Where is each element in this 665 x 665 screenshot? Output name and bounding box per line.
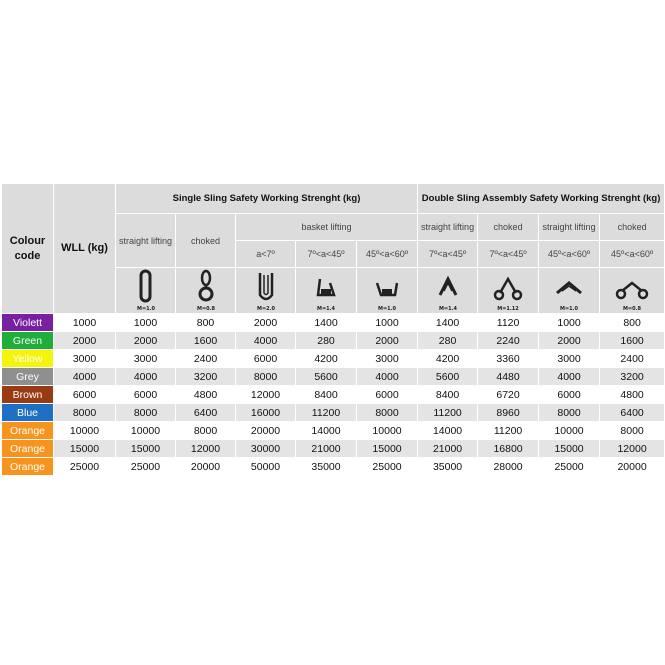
- value-cell: 1000: [54, 314, 116, 332]
- value-cell: 10000: [116, 422, 176, 440]
- single-choked-header: choked: [176, 214, 236, 268]
- value-cell: 4000: [54, 368, 116, 386]
- value-cell: 10000: [357, 422, 418, 440]
- basket-angle-lt7-header: a<7º: [236, 241, 296, 268]
- svg-text:M=1.0: M=1.0: [560, 305, 579, 312]
- table-row: [2, 332, 665, 350]
- double-straight-lifting-header: straight lifting: [418, 214, 478, 241]
- value-cell: 4000: [357, 368, 418, 386]
- value-cell: 14000: [418, 422, 478, 440]
- value-cell: 25000: [54, 458, 116, 476]
- colour-code-cell: Yellow: [2, 350, 54, 368]
- value-cell: 6000: [54, 386, 116, 404]
- choked-icon: [176, 268, 236, 314]
- value-cell: 6000: [116, 386, 176, 404]
- value-cell: 6400: [176, 404, 236, 422]
- svg-text:M=1.4: M=1.4: [316, 305, 336, 312]
- value-cell: 8960: [478, 404, 539, 422]
- value-cell: 2000: [539, 332, 600, 350]
- basket-vertical-icon: [236, 268, 296, 314]
- wll-header: WLL (kg): [54, 184, 116, 314]
- basket-angle-7-45-icon: [296, 268, 357, 314]
- value-cell: 4000: [539, 368, 600, 386]
- value-cell: 8000: [539, 404, 600, 422]
- value-cell: 1400: [418, 314, 478, 332]
- colour-code-cell: Blue: [2, 404, 54, 422]
- value-cell: 1000: [539, 314, 600, 332]
- double-choked-header-2: choked: [600, 214, 665, 241]
- svg-text:M=2.0: M=2.0: [256, 305, 275, 312]
- colour-code-cell: Brown: [2, 386, 54, 404]
- colour-code-cell: Orange: [2, 440, 54, 458]
- value-cell: 50000: [236, 458, 296, 476]
- value-cell: 2400: [600, 350, 665, 368]
- value-cell: 8000: [116, 404, 176, 422]
- svg-text:M=1.0: M=1.0: [136, 305, 155, 312]
- value-cell: 5600: [296, 368, 357, 386]
- value-cell: 1600: [600, 332, 665, 350]
- table-body: [2, 314, 665, 476]
- value-cell: 4800: [176, 386, 236, 404]
- value-cell: 4000: [236, 332, 296, 350]
- value-cell: 12000: [236, 386, 296, 404]
- value-cell: 14000: [296, 422, 357, 440]
- value-cell: 20000: [236, 422, 296, 440]
- value-cell: 28000: [478, 458, 539, 476]
- value-cell: 15000: [54, 440, 116, 458]
- value-cell: 800: [600, 314, 665, 332]
- value-cell: 6000: [539, 386, 600, 404]
- value-cell: 20000: [176, 458, 236, 476]
- value-cell: 280: [418, 332, 478, 350]
- value-cell: 21000: [418, 440, 478, 458]
- value-cell: 12000: [600, 440, 665, 458]
- value-cell: 35000: [296, 458, 357, 476]
- value-cell: 8000: [54, 404, 116, 422]
- value-cell: 25000: [539, 458, 600, 476]
- value-cell: 1400: [296, 314, 357, 332]
- value-cell: 2400: [176, 350, 236, 368]
- table-row: [2, 458, 665, 476]
- value-cell: 8400: [296, 386, 357, 404]
- value-cell: 10000: [539, 422, 600, 440]
- value-cell: 30000: [236, 440, 296, 458]
- value-cell: 1600: [176, 332, 236, 350]
- double-choked-header: choked: [478, 214, 539, 241]
- sling-capacity-table: [1, 183, 665, 476]
- value-cell: 15000: [539, 440, 600, 458]
- value-cell: 11200: [418, 404, 478, 422]
- value-cell: 6000: [357, 386, 418, 404]
- svg-text:M=0.8: M=0.8: [196, 305, 215, 312]
- table-row: [2, 368, 665, 386]
- value-cell: 6400: [600, 404, 665, 422]
- value-cell: 25000: [357, 458, 418, 476]
- single-straight-lifting-header: straight lifting: [116, 214, 176, 268]
- table-row: [2, 386, 665, 404]
- table-row: [2, 440, 665, 458]
- value-cell: 3200: [600, 368, 665, 386]
- straight-lifting-icon: [116, 268, 176, 314]
- value-cell: 3200: [176, 368, 236, 386]
- value-cell: 2000: [116, 332, 176, 350]
- basket-angle-45-60-icon: [357, 268, 418, 314]
- table-row: [2, 422, 665, 440]
- sling-capacity-table-wrapper: [1, 183, 664, 476]
- value-cell: 1120: [478, 314, 539, 332]
- value-cell: 11200: [478, 422, 539, 440]
- colour-code-cell: Violett: [2, 314, 54, 332]
- value-cell: 2000: [54, 332, 116, 350]
- value-cell: 35000: [418, 458, 478, 476]
- value-cell: 8000: [600, 422, 665, 440]
- value-cell: 15000: [357, 440, 418, 458]
- double-straight-lifting-header-2: straight lifting: [539, 214, 600, 241]
- value-cell: 3000: [54, 350, 116, 368]
- value-cell: 15000: [116, 440, 176, 458]
- table-row: [2, 314, 665, 332]
- value-cell: 2000: [357, 332, 418, 350]
- double-choked-7-45-icon: [478, 268, 539, 314]
- value-cell: 8000: [236, 368, 296, 386]
- value-cell: 2240: [478, 332, 539, 350]
- double-choked-45-60-icon: [600, 268, 665, 314]
- colour-code-cell: Grey: [2, 368, 54, 386]
- value-cell: 4480: [478, 368, 539, 386]
- value-cell: 3000: [116, 350, 176, 368]
- table-row: [2, 404, 665, 422]
- value-cell: 20000: [600, 458, 665, 476]
- value-cell: 16000: [236, 404, 296, 422]
- value-cell: 11200: [296, 404, 357, 422]
- double-angle-45-60-header: 45º<a<60º: [539, 241, 600, 268]
- colour-code-cell: Orange: [2, 422, 54, 440]
- value-cell: 4200: [418, 350, 478, 368]
- value-cell: 21000: [296, 440, 357, 458]
- colour-code-cell: Orange: [2, 458, 54, 476]
- value-cell: 2000: [236, 314, 296, 332]
- double-choked-angle-45-60-header: 45º<a<60º: [600, 241, 665, 268]
- value-cell: 6000: [236, 350, 296, 368]
- double-straight-7-45-icon: [418, 268, 478, 314]
- value-cell: 8400: [418, 386, 478, 404]
- value-cell: 1000: [116, 314, 176, 332]
- value-cell: 8000: [357, 404, 418, 422]
- value-cell: 10000: [54, 422, 116, 440]
- value-cell: 3000: [539, 350, 600, 368]
- value-cell: 3000: [357, 350, 418, 368]
- value-cell: 4800: [600, 386, 665, 404]
- value-cell: 3360: [478, 350, 539, 368]
- value-cell: 16800: [478, 440, 539, 458]
- value-cell: 12000: [176, 440, 236, 458]
- double-angle-7-45-header: 7º<a<45º: [418, 241, 478, 268]
- basket-angle-7-45-header: 7º<a<45º: [296, 241, 357, 268]
- svg-text:M=1.4: M=1.4: [438, 305, 457, 312]
- basket-angle-45-60-header: 45º<a<60º: [357, 241, 418, 268]
- svg-text:M=1.12: M=1.12: [497, 305, 519, 312]
- value-cell: 8000: [176, 422, 236, 440]
- double-choked-angle-7-45-header: 7º<a<45º: [478, 241, 539, 268]
- double-sling-header: Double Sling Assembly Safety Working Strenght (kg): [418, 184, 665, 214]
- value-cell: 4200: [296, 350, 357, 368]
- value-cell: 5600: [418, 368, 478, 386]
- basket-lifting-header: basket lifting: [236, 214, 418, 241]
- single-sling-header: Single Sling Safety Working Strenght (kg): [116, 184, 418, 214]
- colour-code-header: Colour code: [2, 184, 54, 314]
- table-row: [2, 350, 665, 368]
- value-cell: 6720: [478, 386, 539, 404]
- value-cell: 800: [176, 314, 236, 332]
- value-cell: 280: [296, 332, 357, 350]
- value-cell: 25000: [116, 458, 176, 476]
- svg-text:M=1.0: M=1.0: [378, 305, 397, 312]
- colour-code-cell: Green: [2, 332, 54, 350]
- value-cell: 1000: [357, 314, 418, 332]
- value-cell: 4000: [116, 368, 176, 386]
- svg-text:M=0.8: M=0.8: [623, 305, 642, 312]
- double-straight-45-60-icon: [539, 268, 600, 314]
